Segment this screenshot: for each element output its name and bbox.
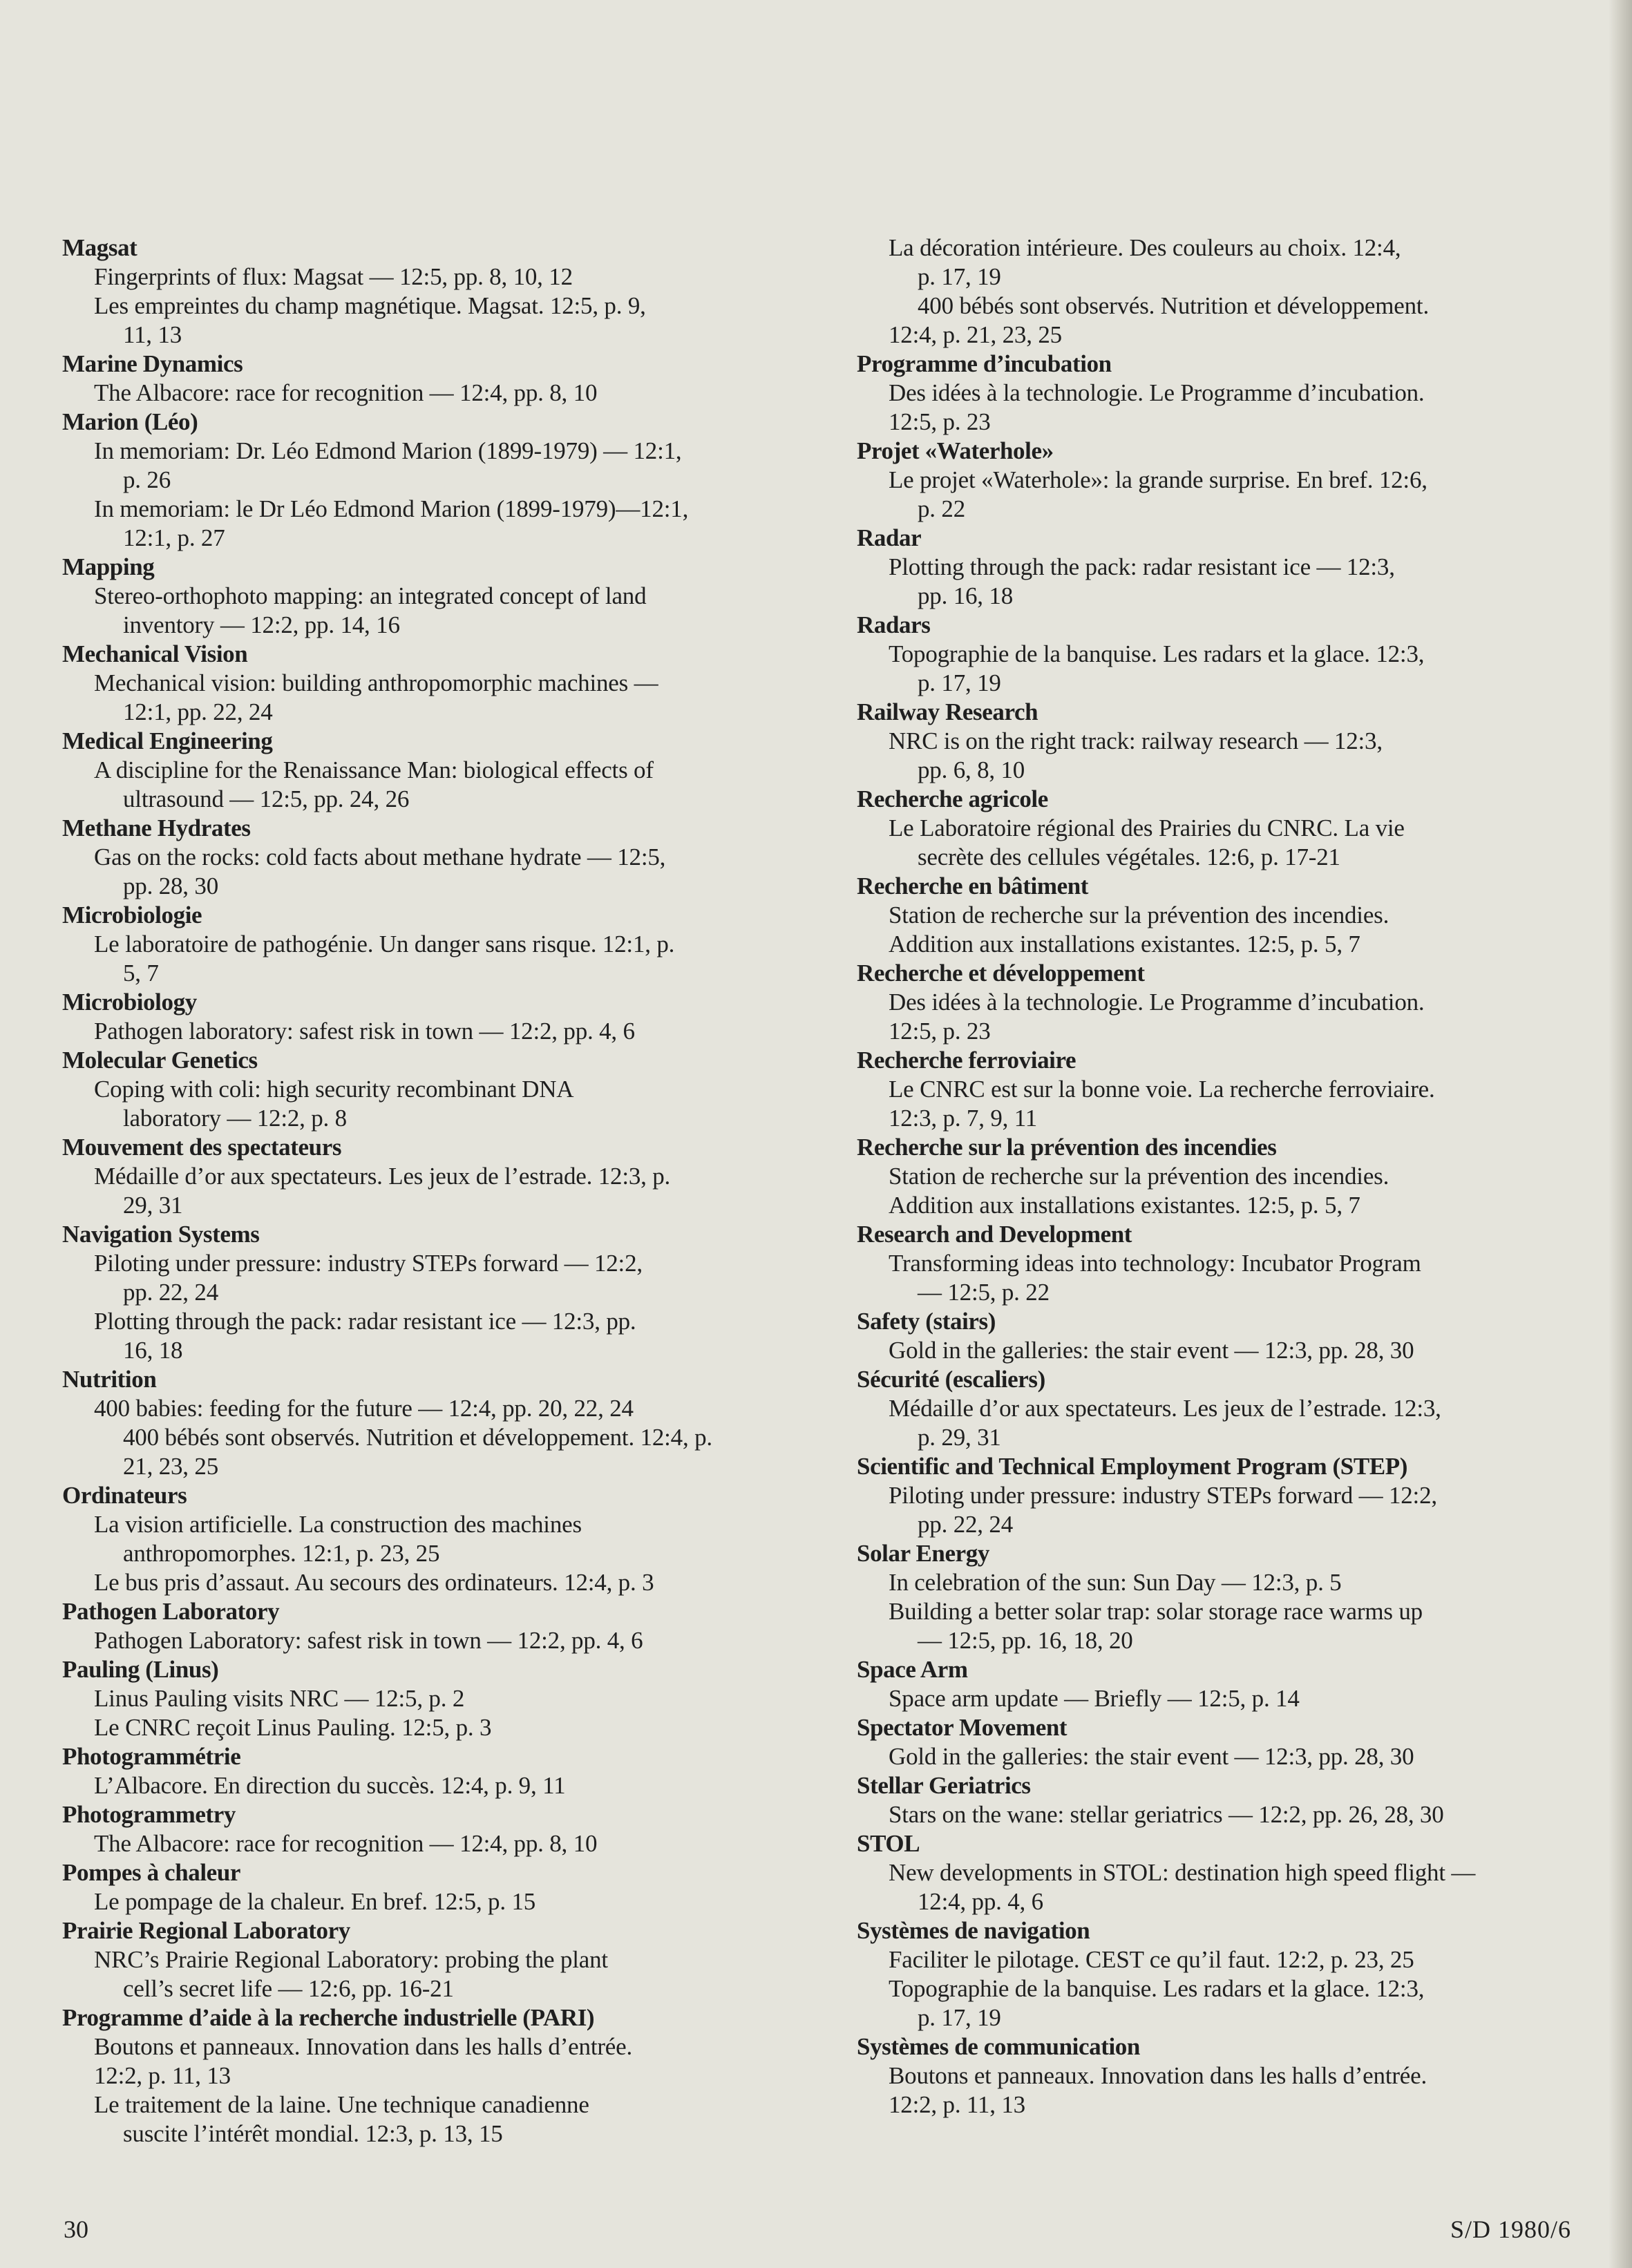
index-heading: Radars [857,611,931,638]
index-heading: Spectator Movement [857,1714,1068,1741]
index-heading: Magsat [62,234,137,261]
index-heading: Recherche agricole [857,785,1048,812]
index-entry-scientific-and-technical-employment-program-step [857,1452,1589,1539]
index-entry-safety-stairs [857,1307,1589,1365]
index-entry-stellar-geriatrics [857,1771,1589,1829]
index-reference: Building a better solar trap: solar storage race warms up [889,1598,1423,1625]
index-heading: Recherche ferroviaire [857,1047,1076,1074]
index-reference: Le CNRC reçoit Linus Pauling. 12:5, p. 3 [94,1714,492,1741]
index-reference-continuation: 11, 13 [123,321,182,348]
index-entry-mapping [62,553,822,640]
index-entry-programme-d-incubation [857,350,1589,437]
index-heading: Molecular Genetics [62,1047,258,1074]
index-reference: Piloting under pressure: industry STEPs forward — 12:2, [889,1482,1437,1509]
index-entry-space-arm [857,1655,1589,1713]
index-reference: In memoriam: Dr. Léo Edmond Marion (1899-1979) — 12:1, [94,437,682,464]
index-entry-mouvement-des-spectateurs [62,1133,822,1220]
index-reference: Topographie de la banquise. Les radars et la glace. 12:3, [889,1975,1425,2002]
index-reference: Station de recherche sur la prévention des incendies. [889,1163,1389,1190]
index-reference: 12:4, p. 21, 23, 25 [889,321,1062,348]
index-entry-systemes-de-communication [857,2032,1589,2119]
index-reference-continuation: p. 17, 19 [918,2004,1001,2031]
index-heading: Scientific and Technical Employment Program (STEP) [857,1453,1407,1480]
index-heading: Programme d’aide à la recherche industrielle (PARI) [62,2004,595,2031]
index-heading: Pompes à chaleur [62,1859,241,1886]
index-reference: Des idées à la technologie. Le Programme d’incubation. [889,989,1425,1016]
index-reference: Le bus pris d’assaut. Au secours des ordinateurs. 12:4, p. 3 [94,1569,654,1596]
index-heading: Prairie Regional Laboratory [62,1917,350,1944]
index-reference: NRC is on the right track: railway research — 12:3, [889,727,1383,754]
index-entry-recherche-sur-la-prevention-des-incendies [857,1133,1589,1220]
index-reference: Mechanical vision: building anthropomorphic machines — [94,669,658,696]
index-reference-continuation: laboratory — 12:2, p. 8 [123,1105,347,1132]
index-heading: Microbiology [62,989,197,1016]
index-reference: Fingerprints of flux: Magsat — 12:5, pp. 8, 10, 12 [94,263,573,290]
index-heading: Marion (Léo) [62,408,198,435]
index-reference: Le pompage de la chaleur. En bref. 12:5, p. 15 [94,1888,536,1915]
index-entry-continued [857,234,1589,350]
index-heading: Photogrammetry [62,1801,236,1828]
index-reference-continuation: — 12:5, p. 22 [918,1279,1050,1306]
index-entry-ordinateurs [62,1481,822,1597]
index-reference-continuation: pp. 28, 30 [123,873,219,899]
index-reference: Gold in the galleries: the stair event — 12:3, pp. 28, 30 [889,1337,1414,1364]
index-reference-continuation: pp. 22, 24 [123,1279,219,1306]
index-entry-radars [857,611,1589,698]
index-entry-securite-escaliers [857,1365,1589,1452]
index-reference: Le laboratoire de pathogénie. Un danger sans risque. 12:1, p. [94,931,675,957]
index-entry-pathogen-laboratory [62,1597,822,1655]
index-reference: Boutons et panneaux. Innovation dans les halls d’entrée. [94,2033,633,2060]
index-reference: Station de recherche sur la prévention des incendies. [889,902,1389,928]
index-reference: Le Laboratoire régional des Prairies du CNRC. La vie [889,814,1405,841]
index-reference-continuation: 5, 7 [123,960,159,987]
index-reference-continuation: p. 29, 31 [918,1424,1001,1451]
index-entry-systemes-de-navigation [857,1916,1589,2032]
index-heading: Programme d’incubation [857,350,1112,377]
index-reference-continuation: 21, 23, 25 [123,1453,219,1480]
index-entry-marion-leo [62,408,822,553]
index-reference: Transforming ideas into technology: Incubator Program [889,1250,1421,1277]
index-reference: New developments in STOL: destination high speed flight — [889,1859,1476,1886]
index-heading: Pauling (Linus) [62,1656,219,1683]
index-reference: L’Albacore. En direction du succès. 12:4, p. 9, 11 [94,1772,566,1799]
index-reference-continuation: — 12:5, pp. 16, 18, 20 [918,1627,1133,1654]
index-heading: Ordinateurs [62,1482,187,1509]
index-entry-methane-hydrates [62,814,822,901]
index-entry-navigation-systems [62,1220,822,1365]
index-heading: Microbiologie [62,902,202,928]
index-reference: Les empreintes du champ magnétique. Magsat. 12:5, p. 9, [94,292,646,319]
index-column-left [62,234,822,2148]
index-entry-molecular-genetics [62,1046,822,1133]
index-reference-continuation: 12:1, pp. 22, 24 [123,698,273,725]
index-reference-continuation: p. 26 [123,466,171,493]
index-reference: Des idées à la technologie. Le Programme d’incubation. [889,379,1425,406]
index-entry-medical-engineering [62,727,822,814]
index-reference-continuation: pp. 6, 8, 10 [918,756,1025,783]
index-entry-stol [857,1829,1589,1916]
index-reference-continuation: secrète des cellules végétales. 12:6, p. 17-21 [918,844,1340,870]
index-entry-railway-research [857,698,1589,785]
index-reference: La décoration intérieure. Des couleurs au choix. 12:4, [889,234,1401,261]
index-reference: NRC’s Prairie Regional Laboratory: probing the plant [94,1946,608,1973]
index-reference: Stars on the wane: stellar geriatrics — 12:2, pp. 26, 28, 30 [889,1801,1444,1828]
index-entry-photogrammetry [62,1800,822,1858]
index-heading: Marine Dynamics [62,350,243,377]
index-reference-continuation: 16, 18 [123,1337,183,1364]
index-heading: Research and Development [857,1221,1132,1248]
index-reference: 400 babies: feeding for the future — 12:4, pp. 20, 22, 24 [94,1395,634,1422]
page-number: 30 [64,2215,88,2243]
index-reference: Pathogen Laboratory: safest risk in town — 12:2, pp. 4, 6 [94,1627,643,1654]
index-heading: Photogrammétrie [62,1743,241,1770]
index-heading: Radar [857,524,922,551]
index-reference: Gas on the rocks: cold facts about methane hydrate — 12:5, [94,844,666,870]
index-reference: Médaille d’or aux spectateurs. Les jeux de l’estrade. 12:3, p. [94,1163,671,1190]
index-reference-continuation: p. 17, 19 [918,669,1001,696]
index-reference: 12:5, p. 23 [889,408,991,435]
index-reference: Plotting through the pack: radar resistant ice — 12:3, [889,553,1395,580]
index-heading: Sécurité (escaliers) [857,1366,1045,1393]
index-reference-continuation: 400 bébés sont observés. Nutrition et développement. [918,292,1429,319]
index-reference-continuation: cell’s secret life — 12:6, pp. 16-21 [123,1975,454,2002]
index-reference: 12:2, p. 11, 13 [94,2062,231,2089]
index-heading: Recherche en bâtiment [857,873,1089,899]
index-entry-solar-energy [857,1539,1589,1655]
index-reference: Linus Pauling visits NRC — 12:5, p. 2 [94,1685,465,1712]
index-heading: Space Arm [857,1656,968,1683]
index-reference: Addition aux installations existantes. 12:5, p. 5, 7 [889,931,1360,957]
index-reference-continuation: pp. 22, 24 [918,1511,1014,1538]
index-reference-continuation: pp. 16, 18 [918,582,1014,609]
index-reference-continuation: 12:4, pp. 4, 6 [918,1888,1043,1915]
index-heading: Projet «Waterhole» [857,437,1054,464]
index-reference: Faciliter le pilotage. CEST ce qu’il faut. 12:2, p. 23, 25 [889,1946,1414,1973]
index-heading: Recherche sur la prévention des incendies [857,1134,1277,1161]
index-entry-marine-dynamics [62,350,822,408]
index-heading: Stellar Geriatrics [857,1772,1031,1799]
index-reference: A discipline for the Renaissance Man: biological effects of [94,756,654,783]
index-reference: In memoriam: le Dr Léo Edmond Marion (1899-1979)—12:1, [94,495,689,522]
index-entry-radar [857,524,1589,611]
index-reference: In celebration of the sun: Sun Day — 12:3, p. 5 [889,1569,1342,1596]
index-reference: Le CNRC est sur la bonne voie. La recherche ferroviaire. [889,1076,1435,1103]
index-entry-recherche-et-developpement [857,959,1589,1046]
index-entry-recherche-ferroviaire [857,1046,1589,1133]
index-reference: Space arm update — Briefly — 12:5, p. 14 [889,1685,1300,1712]
index-entry-mechanical-vision [62,640,822,727]
index-heading: Pathogen Laboratory [62,1598,280,1625]
index-heading: Mouvement des spectateurs [62,1134,342,1161]
index-entry-microbiologie [62,901,822,988]
index-entry-magsat [62,234,822,350]
index-reference: Plotting through the pack: radar resistant ice — 12:3, pp. [94,1308,636,1335]
index-reference: Coping with coli: high security recombinant DNA [94,1076,574,1103]
index-entry-projet-waterhole [857,437,1589,524]
index-heading: Systèmes de navigation [857,1917,1090,1944]
index-reference: Le projet «Waterhole»: la grande surprise. En bref. 12:6, [889,466,1427,493]
index-entry-pauling-linus [62,1655,822,1742]
index-entry-programme-d-aide-a-la-recherche-industrielle-pari [62,2003,822,2148]
index-entry-prairie-regional-laboratory [62,1916,822,2003]
index-heading: Mechanical Vision [62,640,248,667]
index-reference: 12:2, p. 11, 13 [889,2091,1025,2118]
index-reference: Boutons et panneaux. Innovation dans les halls d’entrée. [889,2062,1427,2089]
index-reference-continuation: suscite l’intérêt mondial. 12:3, p. 13, 15 [123,2120,503,2147]
index-heading: Mapping [62,553,155,580]
index-reference: The Albacore: race for recognition — 12:4, pp. 8, 10 [94,1830,598,1857]
index-reference-continuation: p. 22 [918,495,966,522]
page-edge-shadow [1609,0,1632,2268]
index-entry-recherche-agricole [857,785,1589,872]
index-entry-photogrammetrie [62,1742,822,1800]
index-reference: Piloting under pressure: industry STEPs forward — 12:2, [94,1250,643,1277]
index-heading: Railway Research [857,698,1038,725]
index-heading: Safety (stairs) [857,1308,996,1335]
index-reference-continuation: 12:1, p. 27 [123,524,225,551]
index-entry-microbiology [62,988,822,1046]
index-reference-continuation: 400 bébés sont observés. Nutrition et développement. 12:4, p. [123,1424,712,1451]
index-entry-recherche-en-batiment [857,872,1589,959]
index-entry-research-and-development [857,1220,1589,1307]
index-entry-nutrition [62,1365,822,1481]
index-heading: Medical Engineering [62,727,273,754]
index-reference-continuation: p. 17, 19 [918,263,1001,290]
index-reference: Stereo-orthophoto mapping: an integrated concept of land [94,582,647,609]
issue-label: S/D 1980/6 [1450,2215,1571,2243]
index-reference: The Albacore: race for recognition — 12:4, pp. 8, 10 [94,379,598,406]
index-heading: Recherche et développement [857,960,1145,987]
index-reference: 12:5, p. 23 [889,1018,991,1045]
index-reference: Addition aux installations existantes. 12:5, p. 5, 7 [889,1192,1360,1219]
index-reference: Topographie de la banquise. Les radars et la glace. 12:3, [889,640,1425,667]
index-heading: Solar Energy [857,1540,989,1567]
index-reference-continuation: 29, 31 [123,1192,183,1219]
index-entry-pompes-a-chaleur [62,1858,822,1916]
index-heading: STOL [857,1830,920,1857]
index-heading: Nutrition [62,1366,157,1393]
index-reference: Gold in the galleries: the stair event — 12:3, pp. 28, 30 [889,1743,1414,1770]
index-heading: Systèmes de communication [857,2033,1140,2060]
index-reference-continuation: anthropomorphes. 12:1, p. 23, 25 [123,1540,440,1567]
index-reference: La vision artificielle. La construction des machines [94,1511,582,1538]
index-reference: Pathogen laboratory: safest risk in town — 12:2, pp. 4, 6 [94,1018,635,1045]
index-reference: 12:3, p. 7, 9, 11 [889,1105,1038,1132]
index-entry-spectator-movement [857,1713,1589,1771]
index-heading: Navigation Systems [62,1221,260,1248]
index-reference-continuation: ultrasound — 12:5, pp. 24, 26 [123,785,410,812]
index-column-right [857,234,1589,2119]
index-heading: Methane Hydrates [62,814,251,841]
index-reference: Le traitement de la laine. Une technique canadienne [94,2091,589,2118]
index-reference: Médaille d’or aux spectateurs. Les jeux de l’estrade. 12:3, [889,1395,1441,1422]
index-reference-continuation: inventory — 12:2, pp. 14, 16 [123,611,400,638]
